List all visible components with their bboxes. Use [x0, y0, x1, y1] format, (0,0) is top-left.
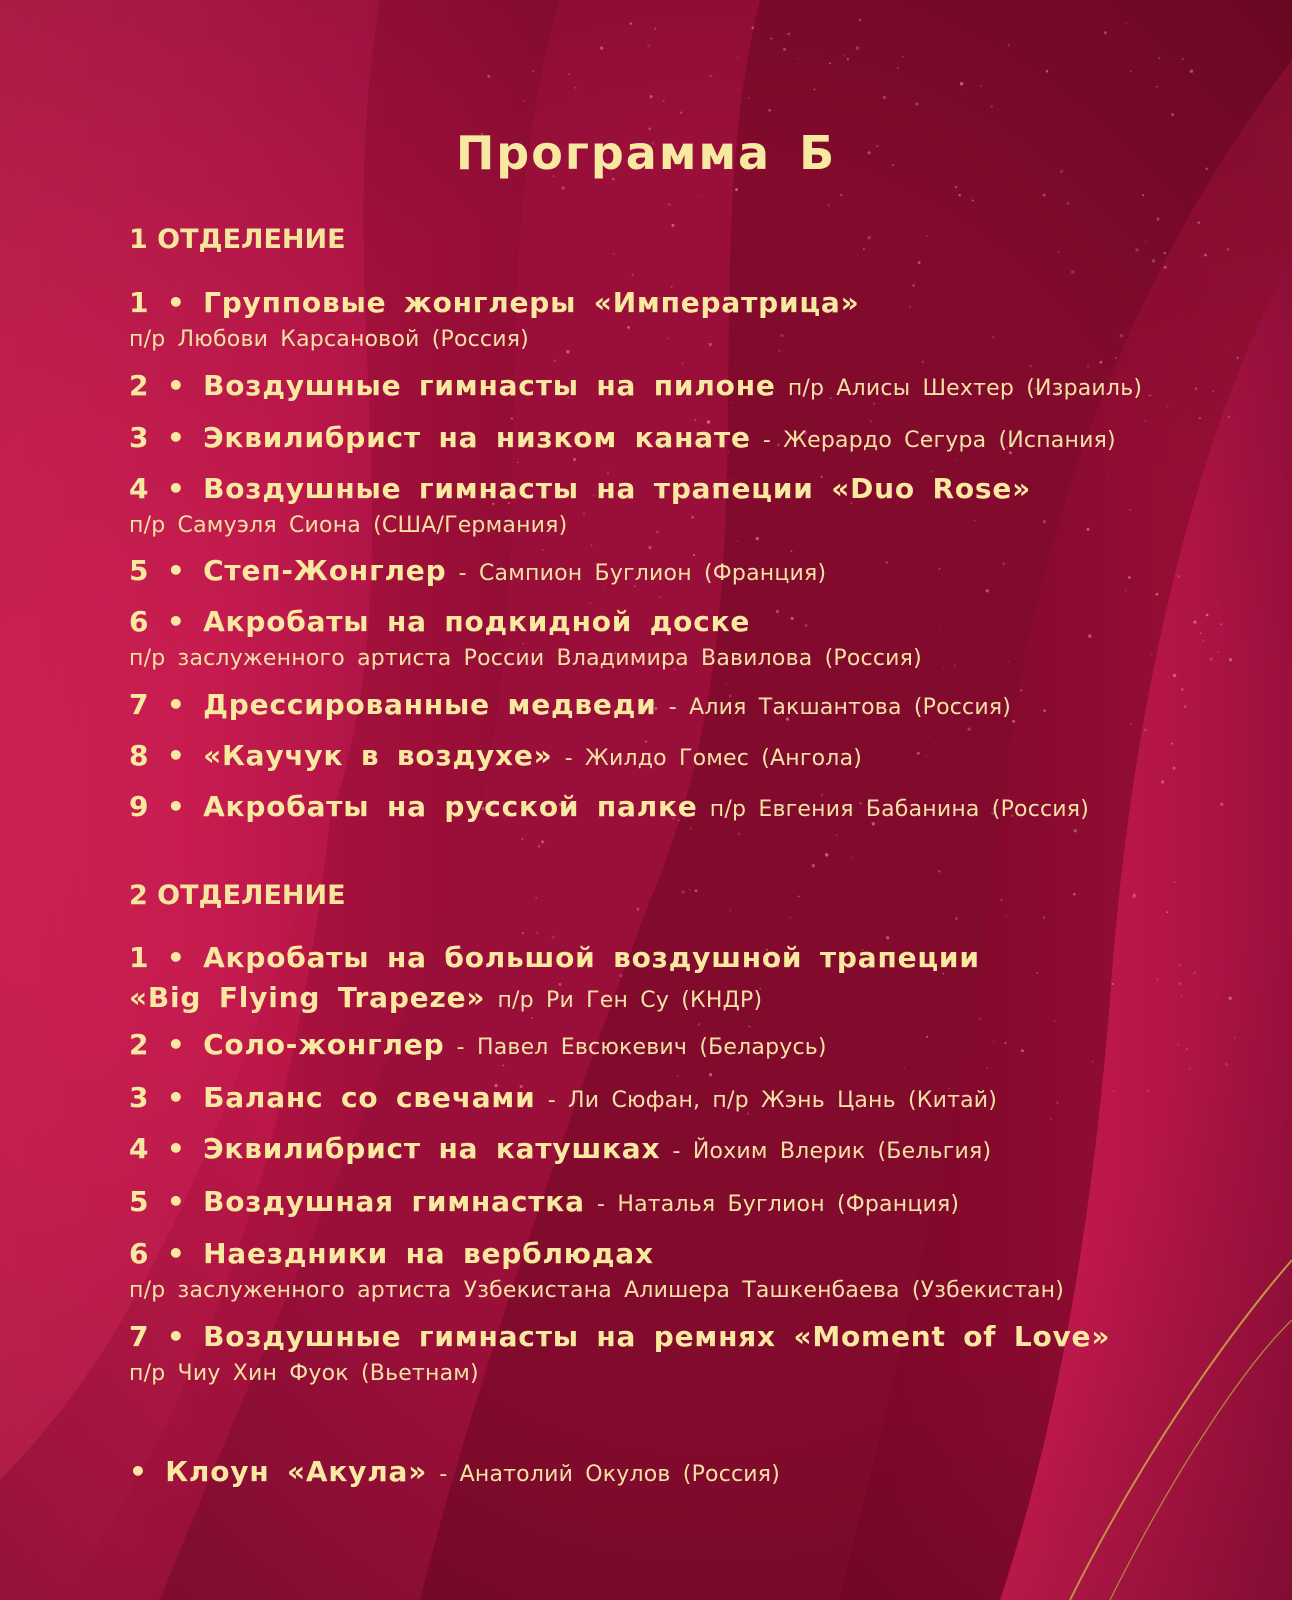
item-title: 3 • Эквилибрист на низком канате: [129, 421, 751, 454]
item-detail: - Йохим Влерик (Бельгия): [660, 1139, 992, 1164]
item-title: 7 • Воздушные гимнасты на ремнях «Moment of Love»: [129, 1320, 1111, 1353]
program-item: [129, 471, 1249, 541]
item-title: 1 • Акробаты на большой воздушной трапеции: [129, 941, 980, 974]
program-item: [129, 1184, 1249, 1224]
program-item: [129, 368, 1249, 408]
item-detail: - Наталья Буглион (Франция): [584, 1192, 960, 1217]
section-heading-1: 1 ОТДЕЛЕНИЕ: [129, 224, 346, 255]
item-detail: п/р Ри Ген Су (КНДР): [485, 988, 763, 1013]
item-detail: п/р Алисы Шехтер (Израиль): [775, 376, 1143, 401]
program-item: [129, 420, 1249, 460]
finale-detail: - Анатолий Окулов (Россия): [427, 1462, 781, 1487]
item-subtitle: п/р заслуженного артиста России Владимира Вавилова (Россия): [129, 646, 922, 671]
program-item: [129, 604, 1249, 674]
program-item: [129, 1236, 1249, 1306]
item-detail: - Сампион Буглион (Франция): [446, 561, 827, 586]
item-title: 2 • Соло-жонглер: [129, 1028, 445, 1061]
program-item: [129, 553, 1249, 593]
item-detail: - Павел Евсюкевич (Беларусь): [444, 1035, 827, 1060]
finale-title: • Клоун «Акула»: [129, 1455, 428, 1488]
item-detail: п/р Евгения Бабанина (Россия): [697, 797, 1090, 822]
item-title-continued: «Big Flying Trapeze»: [129, 981, 486, 1014]
program-item: [129, 687, 1249, 727]
program-item: [129, 285, 1249, 355]
finale-item: [129, 1454, 1249, 1494]
item-subtitle: п/р Самуэля Сиона (США/Германия): [129, 513, 568, 538]
item-title: 6 • Акробаты на подкидной доске: [129, 605, 751, 638]
item-title: 8 • «Каучук в воздухе»: [129, 739, 553, 772]
item-detail: - Жерардо Сегура (Испания): [750, 428, 1116, 453]
program-item: [129, 940, 1249, 1020]
program-item: [129, 1027, 1249, 1067]
page-title: Программа Б: [455, 126, 837, 180]
program-item: [129, 1319, 1249, 1389]
program-item: [129, 738, 1249, 778]
item-title: 1 • Групповые жонглеры «Императрица»: [129, 286, 860, 319]
item-title: 7 • Дрессированные медведи: [129, 688, 657, 721]
program-item: [129, 789, 1249, 829]
item-subtitle: п/р Чиу Хин Фуок (Вьетнам): [129, 1361, 479, 1386]
program-item: [129, 1080, 1249, 1120]
item-detail: - Алия Такшантова (Россия): [656, 695, 1012, 720]
item-title: 4 • Воздушные гимнасты на трапеции «Duo Rose»: [129, 472, 1032, 505]
item-detail: - Жилдо Гомес (Ангола): [552, 746, 863, 771]
item-title: 5 • Степ-Жонглер: [129, 554, 447, 587]
item-title: 4 • Эквилибрист на катушках: [129, 1132, 661, 1165]
item-detail: - Ли Сюфан, п/р Жэнь Цань (Китай): [535, 1088, 998, 1113]
item-title: 5 • Воздушная гимнастка: [129, 1185, 585, 1218]
item-title: 2 • Воздушные гимнасты на пилоне: [129, 369, 776, 402]
item-title: 6 • Наездники на верблюдах: [129, 1237, 654, 1270]
program-item: [129, 1131, 1249, 1171]
item-title: 9 • Акробаты на русской палке: [129, 790, 698, 823]
item-title: 3 • Баланс со свечами: [129, 1081, 536, 1114]
item-subtitle: п/р Любови Карсановой (Россия): [129, 327, 529, 352]
item-subtitle: п/р заслуженного артиста Узбекистана Алишера Ташкенбаева (Узбекистан): [129, 1278, 1065, 1303]
section-heading-2: 2 ОТДЕЛЕНИЕ: [129, 880, 346, 911]
